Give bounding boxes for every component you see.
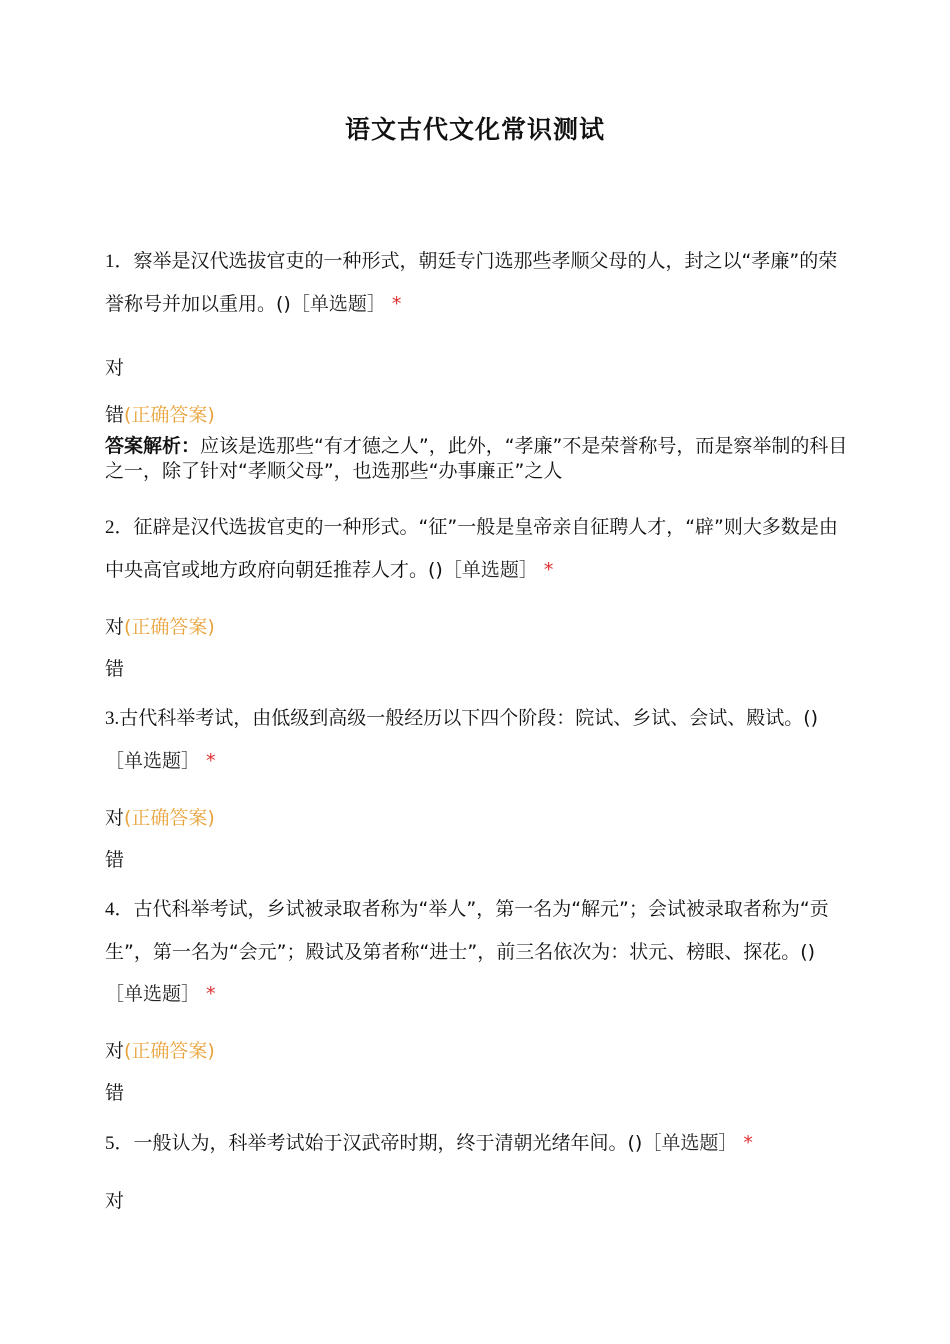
question-type: ［单选题］ [642,1132,738,1154]
option-false[interactable] [105,846,850,874]
option-label: 对 [105,616,125,638]
question-number: 5． [105,1133,134,1154]
option-label: 对 [105,357,125,379]
question-type: ［单选题］ [105,750,201,772]
question-2 [105,506,850,683]
option-true[interactable] [105,804,850,832]
question-type: ［单选题］ [442,559,538,581]
option-label: 对 [105,807,125,829]
page-title: 语文古代文化常识测试 [344,115,605,144]
option-label: 错 [105,849,125,871]
correct-answer-badge: (正确答案) [124,1040,215,1062]
question-type: ［单选题］ [105,983,201,1005]
question-text [105,506,850,591]
question-5 [105,1122,850,1215]
answer-analysis [105,434,850,484]
option-true[interactable] [105,354,850,382]
question-text [105,1122,850,1165]
option-label: 对 [105,1190,125,1212]
question-stem: 察举是汉代选拔官吏的一种形式，朝廷专门选那些孝顺父母的人，封之以“孝廉”的荣誉称号并加以重用。() [105,250,838,315]
option-true[interactable] [105,1037,850,1065]
question-3 [105,697,850,874]
question-stem: 一般认为，科举考试始于汉武帝时期，终于清朝光绪年间。() [133,1132,643,1154]
question-4 [105,888,850,1107]
question-stem: 古代科举考试，由低级到高级一般经历以下四个阶段：院试、乡试、会试、殿试。() [119,707,819,729]
analysis-text: 应该是选那些“有才德之人”，此外，“孝廉”不是荣誉称号，而是察举制的科目之一，除了针对“孝顺父母”，也选那些“办事廉正”之人 [105,435,848,482]
required-mark: * [206,983,216,1005]
option-false[interactable] [105,655,850,683]
option-false[interactable] [105,1079,850,1107]
analysis-label: 答案解析： [105,435,201,457]
question-text [105,240,850,325]
correct-answer-badge: (正确答案) [124,616,215,638]
option-false[interactable] [105,401,850,429]
question-stem: 古代科举考试，乡试被录取者称为“举人”，第一名为“解元”；会试被录取者称为“贡生”，第一名为“会元”；殿试及第者称“进士”，前三名依次为：状元、榜眼、探花。() [105,898,829,963]
correct-answer-badge: (正确答案) [124,807,215,829]
option-label: 错 [105,404,125,426]
question-stem: 征辟是汉代选拔官吏的一种形式。“征”一般是皇帝亲自征聘人才，“辟”则大多数是由中央高官或地方政府向朝廷推荐人才。() [105,516,838,581]
option-true[interactable] [105,1187,850,1215]
question-1 [105,240,850,484]
question-number: 4． [105,899,134,920]
required-mark: * [206,750,216,772]
correct-answer-badge: (正确答案) [124,404,215,426]
question-number: 2． [105,517,134,538]
question-type: ［单选题］ [290,293,386,315]
required-mark: * [391,293,402,315]
question-number: 3. [105,708,120,729]
option-label: 错 [105,658,125,680]
question-text [105,888,850,1015]
question-text [105,697,850,782]
required-mark: * [743,1132,753,1154]
option-true[interactable] [105,613,850,641]
option-label: 错 [105,1082,125,1104]
option-label: 对 [105,1040,125,1062]
question-number: 1． [105,251,134,272]
required-mark: * [543,559,554,581]
